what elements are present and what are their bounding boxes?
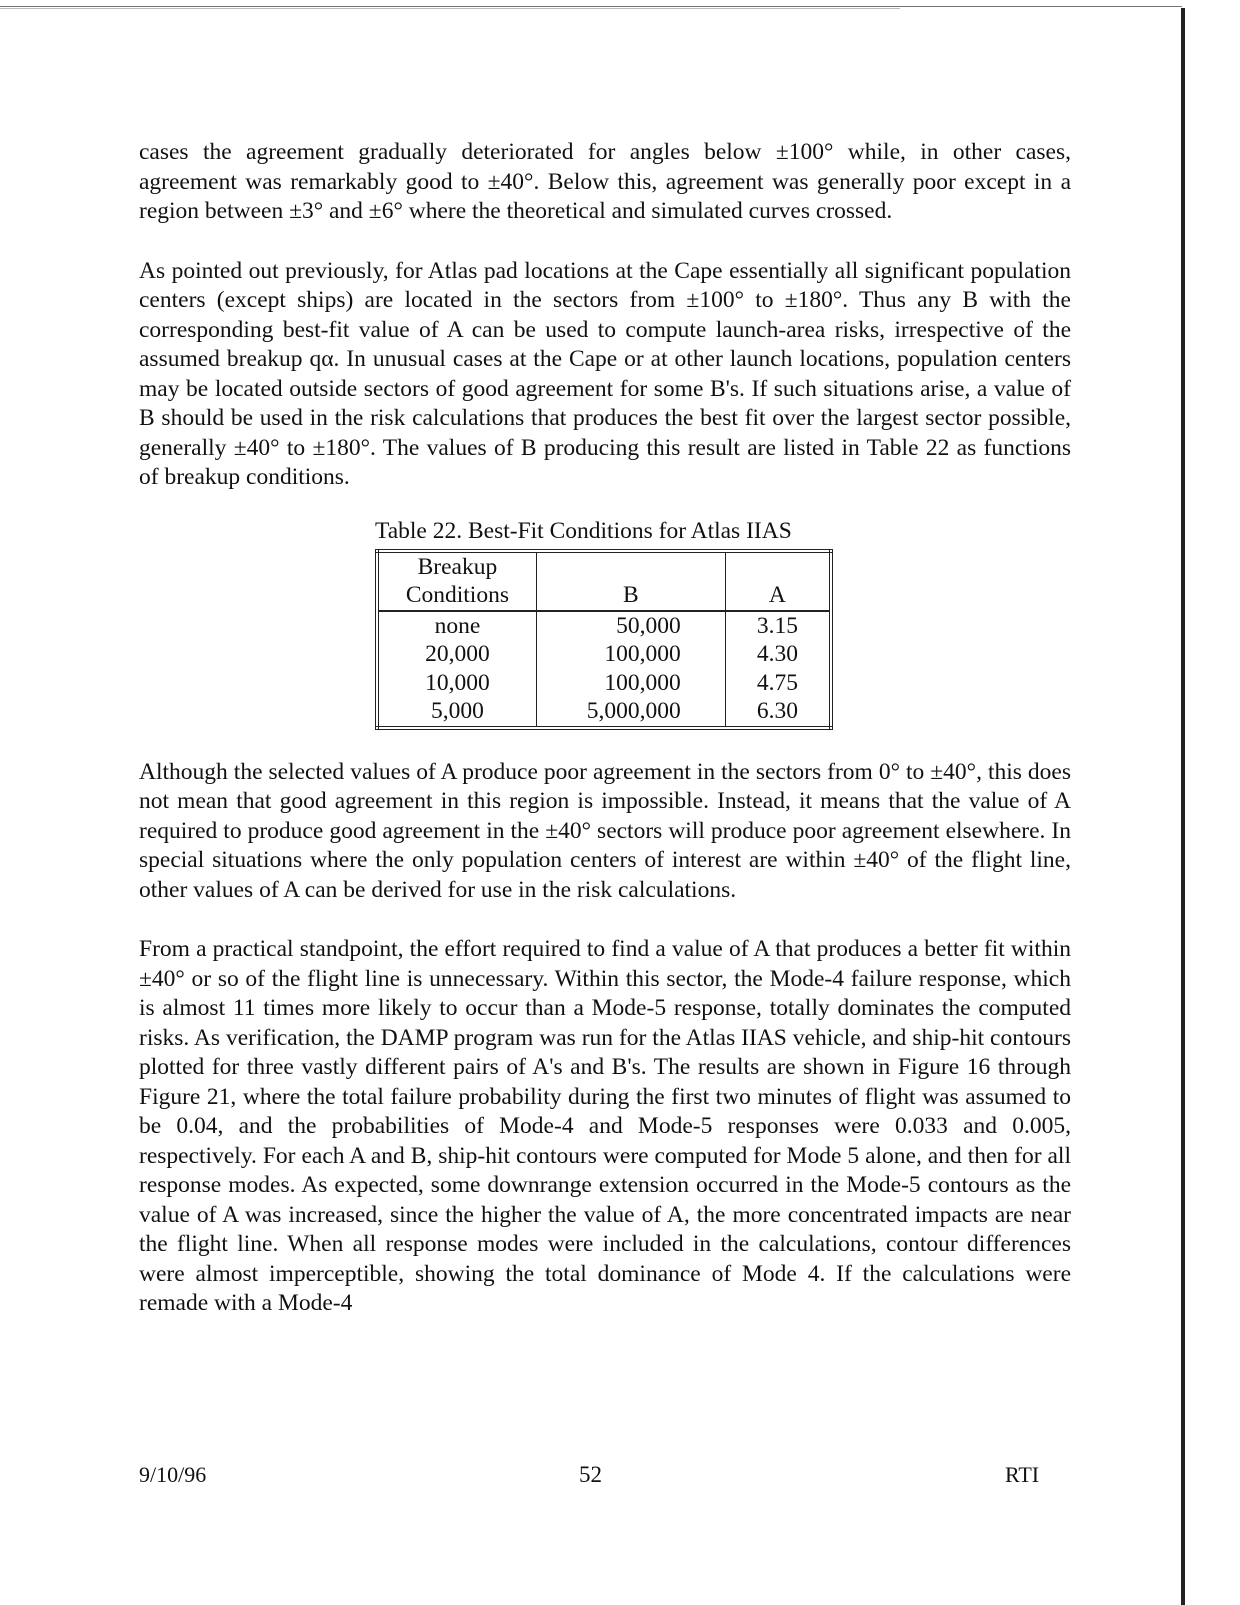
table-row (377, 697, 831, 728)
table-22 (375, 517, 833, 730)
paragraph-4: From a practical standpoint, the effort required to find a value of A that produces a better fit within ±40° or so of the flight line is unnecessary. Within this sector, the Mode-4 failure response, which is almost 11 times more likely to occur than a Mode-5 response, totally dominates the computed risks. As verification, the DAMP program was run for the Atlas IIAS vehicle, and ship-hit contours plotted for three vastly different pairs of A's and B's. The results are shown in Figure 16 through Figure 21, where the total failure probability during the first two minutes of flight was assumed to be 0.04, and the probabilities of Mode-4 and Mode-5 responses were 0.033 and 0.005, respectively. For each A and B, ship-hit contours were computed for Mode 5 alone, and then for all response modes. As expected, some downrange extension occurred in the Mode-5 contours as the value of A was increased, since the higher the value of A, the more concentrated impacts are near the flight line. When all response modes were included in the calculations, contour differences were almost imperceptible, showing the total dominance of Mode 4. If the calculations were remade with a Mode-4 (139, 936, 1071, 1316)
paragraph-3: Although the selected values of A produce poor agreement in the sectors from 0° to ±40°, this does not mean that good agreement in this region is impossible. Instead, it means that the value of A required to produce good agreement in the ±40° sectors will produce poor agreement elsewhere. In special situations where the only population centers of interest are within ±40° of the flight line, other values of A can be derived for use in the risk calculations. (139, 758, 1071, 903)
cell-breakup: 10,000 (377, 669, 536, 698)
cell-a: 3.15 (725, 611, 831, 641)
header-a: A (725, 551, 831, 611)
best-fit-table (375, 549, 833, 730)
paragraph-2: As pointed out previously, for Atlas pad locations at the Cape essentially all significant population centers (except ships) are located in the sectors from ±100° to ±180°. Thus any B with the corresponding best-fit value of A can be used to compute launch-area risks, irrespective of the assumed breakup qα. In unusual cases at the Cape or at other launch locations, population centers may be located outside sectors of good agreement for some B's. If such situations arise, a value of B should be used in the risk calculations that produces the best fit over the largest sector possible, generally ±40° to ±180°. The values of B producing this result are listed in Table 22 as functions of breakup conditions. (139, 257, 1071, 490)
table-row (377, 669, 831, 698)
header-breakup-line2: Conditions (405, 582, 509, 608)
cell-b: 100,000 (536, 669, 725, 698)
top-rule (0, 6, 1182, 7)
table-row (377, 640, 831, 669)
paragraph-1: cases the agreement gradually deteriorated for angles below ±100° while, in other cases, agreement was remarkably good to ±40°. Below this, agreement was generally poor except in a region between ±3° and ±6° where the theoretical and simulated curves crossed. (139, 139, 1071, 224)
cell-a: 4.75 (725, 669, 831, 698)
cell-breakup: 5,000 (377, 697, 536, 728)
footer-page-number: 52 (579, 1462, 602, 1487)
footer-organization: RTI (1005, 1462, 1040, 1487)
page-right-edge (1181, 8, 1185, 1605)
cell-b: 50,000 (536, 611, 725, 641)
table-row (377, 611, 831, 641)
table-header-row (377, 551, 831, 611)
footer-date: 9/10/96 (139, 1462, 207, 1487)
cell-breakup: 20,000 (377, 640, 536, 669)
cell-a: 4.30 (725, 640, 831, 669)
header-breakup-line1: Breakup (417, 553, 498, 580)
header-breakup-conditions (377, 551, 536, 611)
header-b: B (536, 551, 725, 611)
cell-breakup: none (377, 611, 536, 641)
cell-b: 5,000,000 (536, 697, 725, 728)
cell-b: 100,000 (536, 640, 725, 669)
cell-a: 6.30 (725, 697, 831, 728)
page-content (139, 138, 1071, 1319)
table-caption: Table 22. Best-Fit Conditions for Atlas IIAS (375, 517, 792, 544)
top-rule-secondary (0, 8, 900, 9)
